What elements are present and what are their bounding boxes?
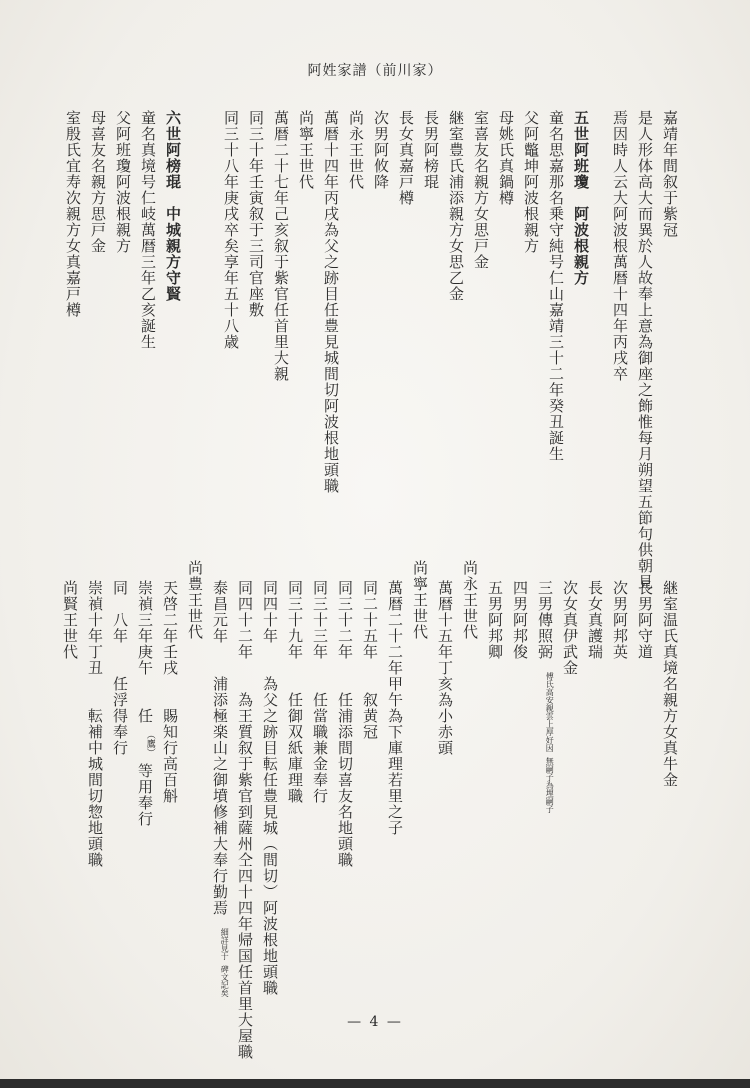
annotation-line: 傅氏高安親雲上厚好因: [545, 671, 555, 752]
annotation-paren: （鷹）: [144, 729, 155, 757]
text-column: 父阿鼈坤阿波根親方: [522, 110, 540, 254]
text-column: 同四十二年 為王質叙于紫官到薩州仝四十四年帰国任首里大屋職: [236, 580, 254, 1060]
text-column: 嘉靖年間叙于紫冠: [661, 110, 679, 238]
text-column: 萬暦十五年丁亥為小赤頭: [436, 580, 454, 756]
reign-heading: 尚豊王世代: [186, 560, 204, 640]
reign-heading: 尚寧王世代: [411, 560, 429, 640]
text-column: 次男阿攸降: [372, 110, 390, 190]
text-column: 崇禎三年庚午 任: [136, 580, 154, 724]
generation-heading: 五世阿班瓊 阿波根親方: [572, 110, 590, 286]
text-column: 萬暦十四年丙戌為父之跡目任豊見城間切阿波根地頭職: [322, 110, 340, 494]
text-column: 同三十二年 任浦添間切喜友名地頭職: [336, 580, 354, 868]
text-column: 父阿班瓊阿波根親方: [114, 110, 132, 254]
text-column: 同 八年 任浮得奉行: [111, 580, 129, 756]
text-column: 五男阿邦卿: [486, 580, 504, 660]
annotation-line: 碑文記矣: [220, 965, 230, 998]
generation-heading: 六世阿榜琨 中城親方守賢: [164, 110, 182, 302]
scan-bottom-edge: [0, 1079, 750, 1088]
text-column: 是人形体高大而異於人故奉上意為御座之飾惟每月朔望五節句供朝見: [636, 110, 654, 590]
text-column-with-note: [537, 580, 553, 813]
text-column: 同四十年 為父之跡目転任豊見城（間切）阿波根地頭職: [261, 580, 279, 996]
text-column: 同三十八年庚戌卒矣享年五十八歳: [222, 110, 240, 350]
reign-heading: 尚永王世代: [461, 560, 479, 640]
text-column: 長男阿守道: [636, 580, 654, 660]
text-column: 次女真伊武金: [561, 580, 579, 676]
text-column: 次男阿邦英: [611, 580, 629, 660]
reign-heading: 尚寧王世代: [297, 110, 315, 190]
text-column: 等用奉行: [136, 762, 154, 827]
text-column: 萬暦二十二年甲午為下庫理若里之子: [386, 580, 404, 836]
text-column: 室喜友名親方女思戸金: [472, 110, 490, 270]
text-column-with-note: [137, 580, 154, 827]
text-column: 母喜友名親方思戸金: [89, 110, 107, 254]
text-column: 萬暦二十七年己亥叙于紫官任首里大親: [272, 110, 290, 382]
text-column: 天啓二年壬戌 賜知行高百斛: [161, 580, 179, 804]
text-column: 継室温氏真境名親方女真牛金: [661, 580, 679, 788]
text-column: 四男阿邦俊: [511, 580, 529, 660]
annotation-line: 細詳見于: [220, 927, 230, 960]
text-column: 三男傳照弼: [536, 580, 554, 660]
annotation-line: 無嗣子為埋嗣子: [545, 757, 555, 814]
text-column: 童名真境号仁岐萬暦三年乙亥誕生: [139, 110, 157, 350]
text-column: 崇禎十年丁丑 転補中城間切惣地頭職: [86, 580, 104, 868]
page-number: — 4 —: [347, 1014, 403, 1030]
reign-heading: 尚永王世代: [347, 110, 365, 190]
text-column: 泰昌元年 浦添極楽山之御墳修補大奉行勤焉: [211, 580, 229, 916]
text-column-with-note: [212, 580, 228, 997]
text-column: 同二十五年 叙黄冠: [361, 580, 379, 740]
text-column: 長女真嘉戸樽: [397, 110, 415, 206]
text-column: 継室豊氏浦添親方女思乙金: [447, 110, 465, 302]
reign-heading: 尚賢王世代: [61, 580, 79, 660]
text-column: 同三十三年 任當職兼金奉行: [311, 580, 329, 804]
text-column: 焉因時人云大阿波根萬暦十四年丙戌卒: [611, 110, 629, 382]
text-column: 母姚氏真鍋樽: [497, 110, 515, 206]
text-column: 室殷氏宜寿次親方女真嘉戸樽: [64, 110, 82, 318]
text-column: 童名思嘉那名乗守純号仁山嘉靖三十二年癸丑誕生: [547, 110, 565, 462]
text-column: 同三十年壬寅叙于三司官座敷: [247, 110, 265, 318]
text-column: 長男阿榜琨: [422, 110, 440, 190]
text-column: 同三十九年 任御双紙庫理職: [286, 580, 304, 804]
text-column: 長女真護瑞: [586, 580, 604, 660]
page-header-title: 阿姓家譜（前川家）: [307, 63, 443, 79]
